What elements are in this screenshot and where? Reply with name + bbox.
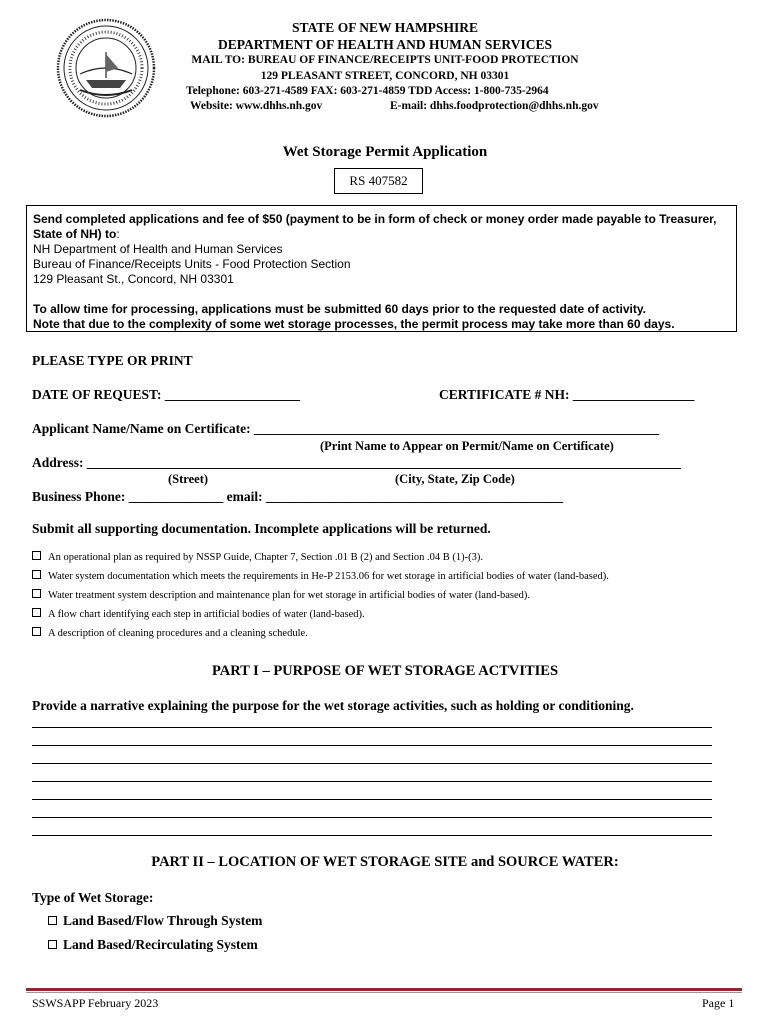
header-mail-to: MAIL TO: BUREAU OF FINANCE/RECEIPTS UNIT-FOOD PROTECTION: [191, 54, 579, 66]
notice-address-2: Bureau of Finance/Receipts Units - Food Protection Section: [33, 257, 351, 271]
notice-colon: :: [116, 227, 120, 241]
checkbox[interactable]: [32, 551, 41, 560]
header-street: 129 PLEASANT STREET, CONCORD, NH 03301: [260, 70, 510, 82]
option-flow-through[interactable]: Land Based/Flow Through System: [48, 913, 262, 929]
notice-address-1: NH Department of Health and Human Services: [33, 242, 283, 256]
checkbox[interactable]: [48, 916, 57, 925]
narrative-line[interactable]: [32, 726, 712, 728]
checkbox[interactable]: [32, 627, 41, 636]
part1-heading: PART I – PURPOSE OF WET STORAGE ACTVITIES: [211, 663, 559, 679]
street-hint: (Street): [168, 472, 209, 486]
rs-number-box: RS 407582: [334, 168, 423, 194]
narrative-line[interactable]: [32, 780, 712, 782]
supporting-item[interactable]: A flow chart identifying each step in artificial bodies of water (land-based).: [32, 608, 365, 620]
applicant-name-field[interactable]: Applicant Name/Name on Certificate: ____________________________________________________________: [32, 421, 659, 436]
narrative-line[interactable]: [32, 762, 712, 764]
notice-fee: Send completed applications and fee of $50 (payment to be in form of check or money order made payable to Treasurer, State of NH) to: [33, 212, 717, 241]
narrative-line[interactable]: [32, 834, 712, 836]
header-state: STATE OF NEW HAMPSHIRE: [292, 20, 478, 35]
wet-storage-type-label: Type of Wet Storage:: [32, 890, 154, 905]
please-type-label: PLEASE TYPE OR PRINT: [32, 353, 193, 368]
supporting-item[interactable]: Water system documentation which meets the requirements in He-P 2153.06 for wet storage in artificial bodies of water (land-based).: [32, 570, 609, 582]
part2-heading: PART II – LOCATION OF WET STORAGE SITE and SOURCE WATER:: [151, 854, 619, 870]
footer-form-id: SSWSAPP February 2023: [32, 996, 159, 1010]
form-title: Wet Storage Permit Application: [282, 144, 488, 160]
phone-email-field[interactable]: Business Phone: ______________ email: ____________________________________________: [32, 489, 564, 504]
header-email[interactable]: E-mail: dhhs.foodprotection@dhhs.nh.gov: [390, 100, 599, 112]
footer-divider: [26, 988, 742, 991]
certificate-field[interactable]: CERTIFICATE # NH: __________________: [439, 387, 695, 402]
supporting-heading: Submit all supporting documentation. Incomplete applications will be returned.: [32, 521, 491, 536]
state-seal-logo: [56, 18, 156, 118]
header-phone: Telephone: 603-271-4589 FAX: 603-271-4859 TDD Access: 1-800-735-2964: [186, 85, 549, 97]
supporting-item[interactable]: A description of cleaning procedures and a cleaning schedule.: [32, 627, 308, 639]
checkbox[interactable]: [32, 608, 41, 617]
supporting-item[interactable]: An operational plan as required by NSSP Guide, Chapter 7, Section .01 B (2) and Section .04 B (1)-(3).: [32, 551, 483, 563]
address-field[interactable]: Address: ________________________________________________________________________________________: [32, 455, 681, 470]
submission-notice: [26, 205, 737, 331]
applicant-hint: (Print Name to Appear on Permit/Name on Certificate): [320, 439, 614, 453]
notice-complexity: Note that due to the complexity of some wet storage processes, the permit process may take more than 60 days.: [33, 317, 675, 331]
footer-page-number: Page 1: [702, 996, 735, 1010]
option-recirculating[interactable]: Land Based/Recirculating System: [48, 937, 258, 953]
supporting-item[interactable]: Water treatment system description and maintenance plan for wet storage in artificial bodies of water (land-based).: [32, 589, 530, 601]
header-department: DEPARTMENT OF HEALTH AND HUMAN SERVICES: [218, 37, 552, 52]
notice-timing: To allow time for processing, applications must be submitted 60 days prior to the requested date of activity.: [33, 302, 647, 316]
header-web-email: [190, 100, 620, 112]
checkbox[interactable]: [48, 940, 57, 949]
checkbox[interactable]: [32, 570, 41, 579]
narrative-line[interactable]: [32, 744, 712, 746]
part1-prompt: Provide a narrative explaining the purpose for the wet storage activities, such as holding or conditioning.: [32, 698, 634, 713]
narrative-line[interactable]: [32, 798, 712, 800]
city-hint: (City, State, Zip Code): [395, 472, 515, 486]
narrative-line[interactable]: [32, 816, 712, 818]
date-of-request-field[interactable]: DATE OF REQUEST: ____________________: [32, 387, 300, 402]
notice-address-3: 129 Pleasant St., Concord, NH 03301: [33, 272, 234, 286]
header-website[interactable]: Website: www.dhhs.nh.gov: [190, 100, 323, 112]
checkbox[interactable]: [32, 589, 41, 598]
